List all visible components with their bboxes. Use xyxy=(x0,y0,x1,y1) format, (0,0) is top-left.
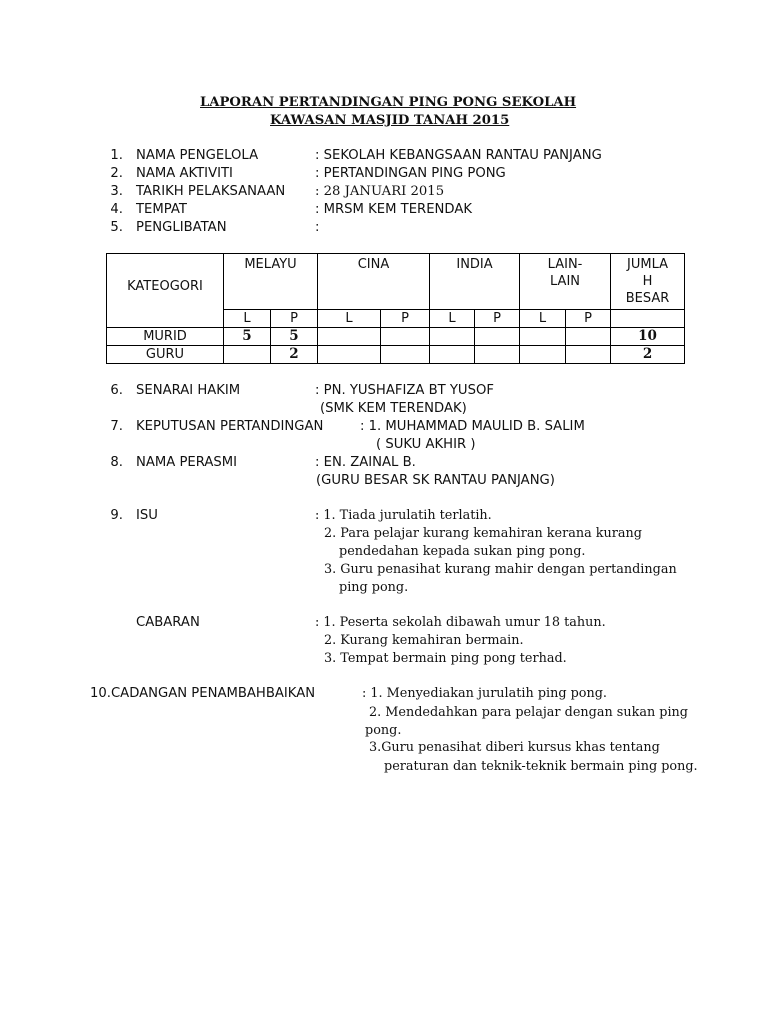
header-lain-lain-line2: LAIN xyxy=(550,274,581,289)
header-jumlah-besar xyxy=(611,254,685,310)
item-6-value: : PN. YUSHAFIZA BT YUSOF xyxy=(315,383,494,398)
table-cell xyxy=(224,346,271,364)
header-cina-label: CINA xyxy=(357,257,390,272)
table-cell: 5 xyxy=(224,328,271,346)
header-kategori-label: KATEOGORI xyxy=(127,279,203,294)
cabaran-line: : 1. Peserta sekolah dibawah umur 18 tahun. xyxy=(315,615,606,630)
item-4-label: TEMPAT xyxy=(136,202,187,217)
item-7-number: 7. xyxy=(110,419,123,434)
item-2-label: NAMA AKTIVITI xyxy=(136,166,233,181)
table-cell xyxy=(475,328,520,346)
sub-l: L xyxy=(318,310,381,328)
table-cell xyxy=(318,328,381,346)
participation-table xyxy=(106,253,685,364)
item-8-value-line2: (GURU BESAR SK RANTAU PANJANG) xyxy=(316,473,555,488)
item-7-value-line2: ( SUKU AKHIR ) xyxy=(376,437,476,452)
table-header-row xyxy=(107,254,685,310)
header-kategori xyxy=(107,254,224,328)
header-india-label: INDIA xyxy=(456,257,493,272)
table-cell: 2 xyxy=(271,346,318,364)
report-title-line2: KAWASAN MASJID TANAH 2015 xyxy=(270,113,510,128)
item-6-number: 6. xyxy=(110,383,123,398)
sub-total-empty xyxy=(611,310,685,328)
report-title-line1: LAPORAN PERTANDINGAN PING PONG SEKOLAH xyxy=(200,95,577,110)
header-cina xyxy=(318,254,430,310)
item-10-label: 10.CADANGAN PENAMBAHBAIKAN xyxy=(90,686,316,701)
table-cell xyxy=(430,328,475,346)
item-2-value: : PERTANDINGAN PING PONG xyxy=(315,166,506,181)
item-7-value: : 1. MUHAMMAD MAULID B. SALIM xyxy=(360,419,585,434)
item-8-label: NAMA PERASMI xyxy=(136,455,238,470)
item-3-label: TARIKH PELAKSANAAN xyxy=(136,184,286,199)
row-label-guru: GURU xyxy=(107,346,224,364)
header-lain-lain-line1: LAIN- xyxy=(547,257,583,272)
item-1-value: : SEKOLAH KEBANGSAAN RANTAU PANJANG xyxy=(315,148,602,163)
header-jumlah-line3: BESAR xyxy=(625,291,670,306)
table-cell xyxy=(318,346,381,364)
item-7-label: KEPUTUSAN PERTANDINGAN xyxy=(136,419,324,434)
item-1-number: 1. xyxy=(110,148,123,163)
cadangan-line: : 1. Menyediakan jurulatih ping pong. xyxy=(362,686,608,701)
header-melayu xyxy=(224,254,318,310)
table-cell xyxy=(566,346,611,364)
cabaran-line: 2. Kurang kemahiran bermain. xyxy=(324,633,524,648)
sub-l: L xyxy=(224,310,271,328)
sub-l: L xyxy=(520,310,566,328)
table-cell xyxy=(381,346,430,364)
table-cell: 5 xyxy=(271,328,318,346)
item-5-value: : xyxy=(315,220,320,235)
sub-p: P xyxy=(475,310,520,328)
header-lain-lain xyxy=(520,254,611,310)
table-cell xyxy=(430,346,475,364)
sub-p: P xyxy=(566,310,611,328)
row-total-guru: 2 xyxy=(611,346,685,364)
header-jumlah-line2: H xyxy=(642,274,653,289)
item-1-label: NAMA PENGELOLA xyxy=(136,148,259,163)
table-cell xyxy=(381,328,430,346)
header-jumlah-line1: JUMLA xyxy=(627,257,669,272)
table-cell xyxy=(520,346,566,364)
item-9-number: 9. xyxy=(110,508,123,523)
isu-line: : 1. Tiada jurulatih terlatih. xyxy=(315,508,492,523)
table-row xyxy=(107,346,685,364)
isu-line: pendedahan kepada sukan ping pong. xyxy=(339,544,586,559)
item-6-label: SENARAI HAKIM xyxy=(136,383,241,398)
item-8-value: : EN. ZAINAL B. xyxy=(315,455,416,470)
item-6-value-line2: (SMK KEM TERENDAK) xyxy=(320,401,467,416)
row-total-murid: 10 xyxy=(611,328,685,346)
sub-p: P xyxy=(381,310,430,328)
row-label-murid: MURID xyxy=(107,328,224,346)
item-5-number: 5. xyxy=(110,220,123,235)
isu-line: 3. Guru penasihat kurang mahir dengan pertandingan xyxy=(324,562,677,577)
header-india xyxy=(430,254,520,310)
header-melayu-label: MELAYU xyxy=(244,257,297,272)
cabaran-line: 3. Tempat bermain ping pong terhad. xyxy=(324,651,567,666)
sub-l: L xyxy=(430,310,475,328)
cadangan-line: 3.Guru penasihat diberi kursus khas tentang xyxy=(369,740,660,755)
table-row xyxy=(107,328,685,346)
item-3-value: : 28 JANUARI 2015 xyxy=(315,184,445,199)
item-5-label: PENGLIBATAN xyxy=(136,220,227,235)
cabaran-label: CABARAN xyxy=(136,615,200,630)
cadangan-line: peraturan dan teknik-teknik bermain ping pong. xyxy=(384,759,698,774)
item-9-label: ISU xyxy=(136,508,158,523)
item-4-value: : MRSM KEM TERENDAK xyxy=(315,202,473,217)
table-cell xyxy=(566,328,611,346)
item-2-number: 2. xyxy=(110,166,123,181)
cadangan-line: pong. xyxy=(365,723,402,738)
isu-line: ping pong. xyxy=(339,580,409,595)
table-cell xyxy=(475,346,520,364)
item-4-number: 4. xyxy=(110,202,123,217)
item-8-number: 8. xyxy=(110,455,123,470)
isu-line: 2. Para pelajar kurang kemahiran kerana kurang xyxy=(324,526,642,541)
sub-p: P xyxy=(271,310,318,328)
table-cell xyxy=(520,328,566,346)
cadangan-line: 2. Mendedahkan para pelajar dengan sukan ping xyxy=(369,705,688,720)
item-3-number: 3. xyxy=(110,184,123,199)
